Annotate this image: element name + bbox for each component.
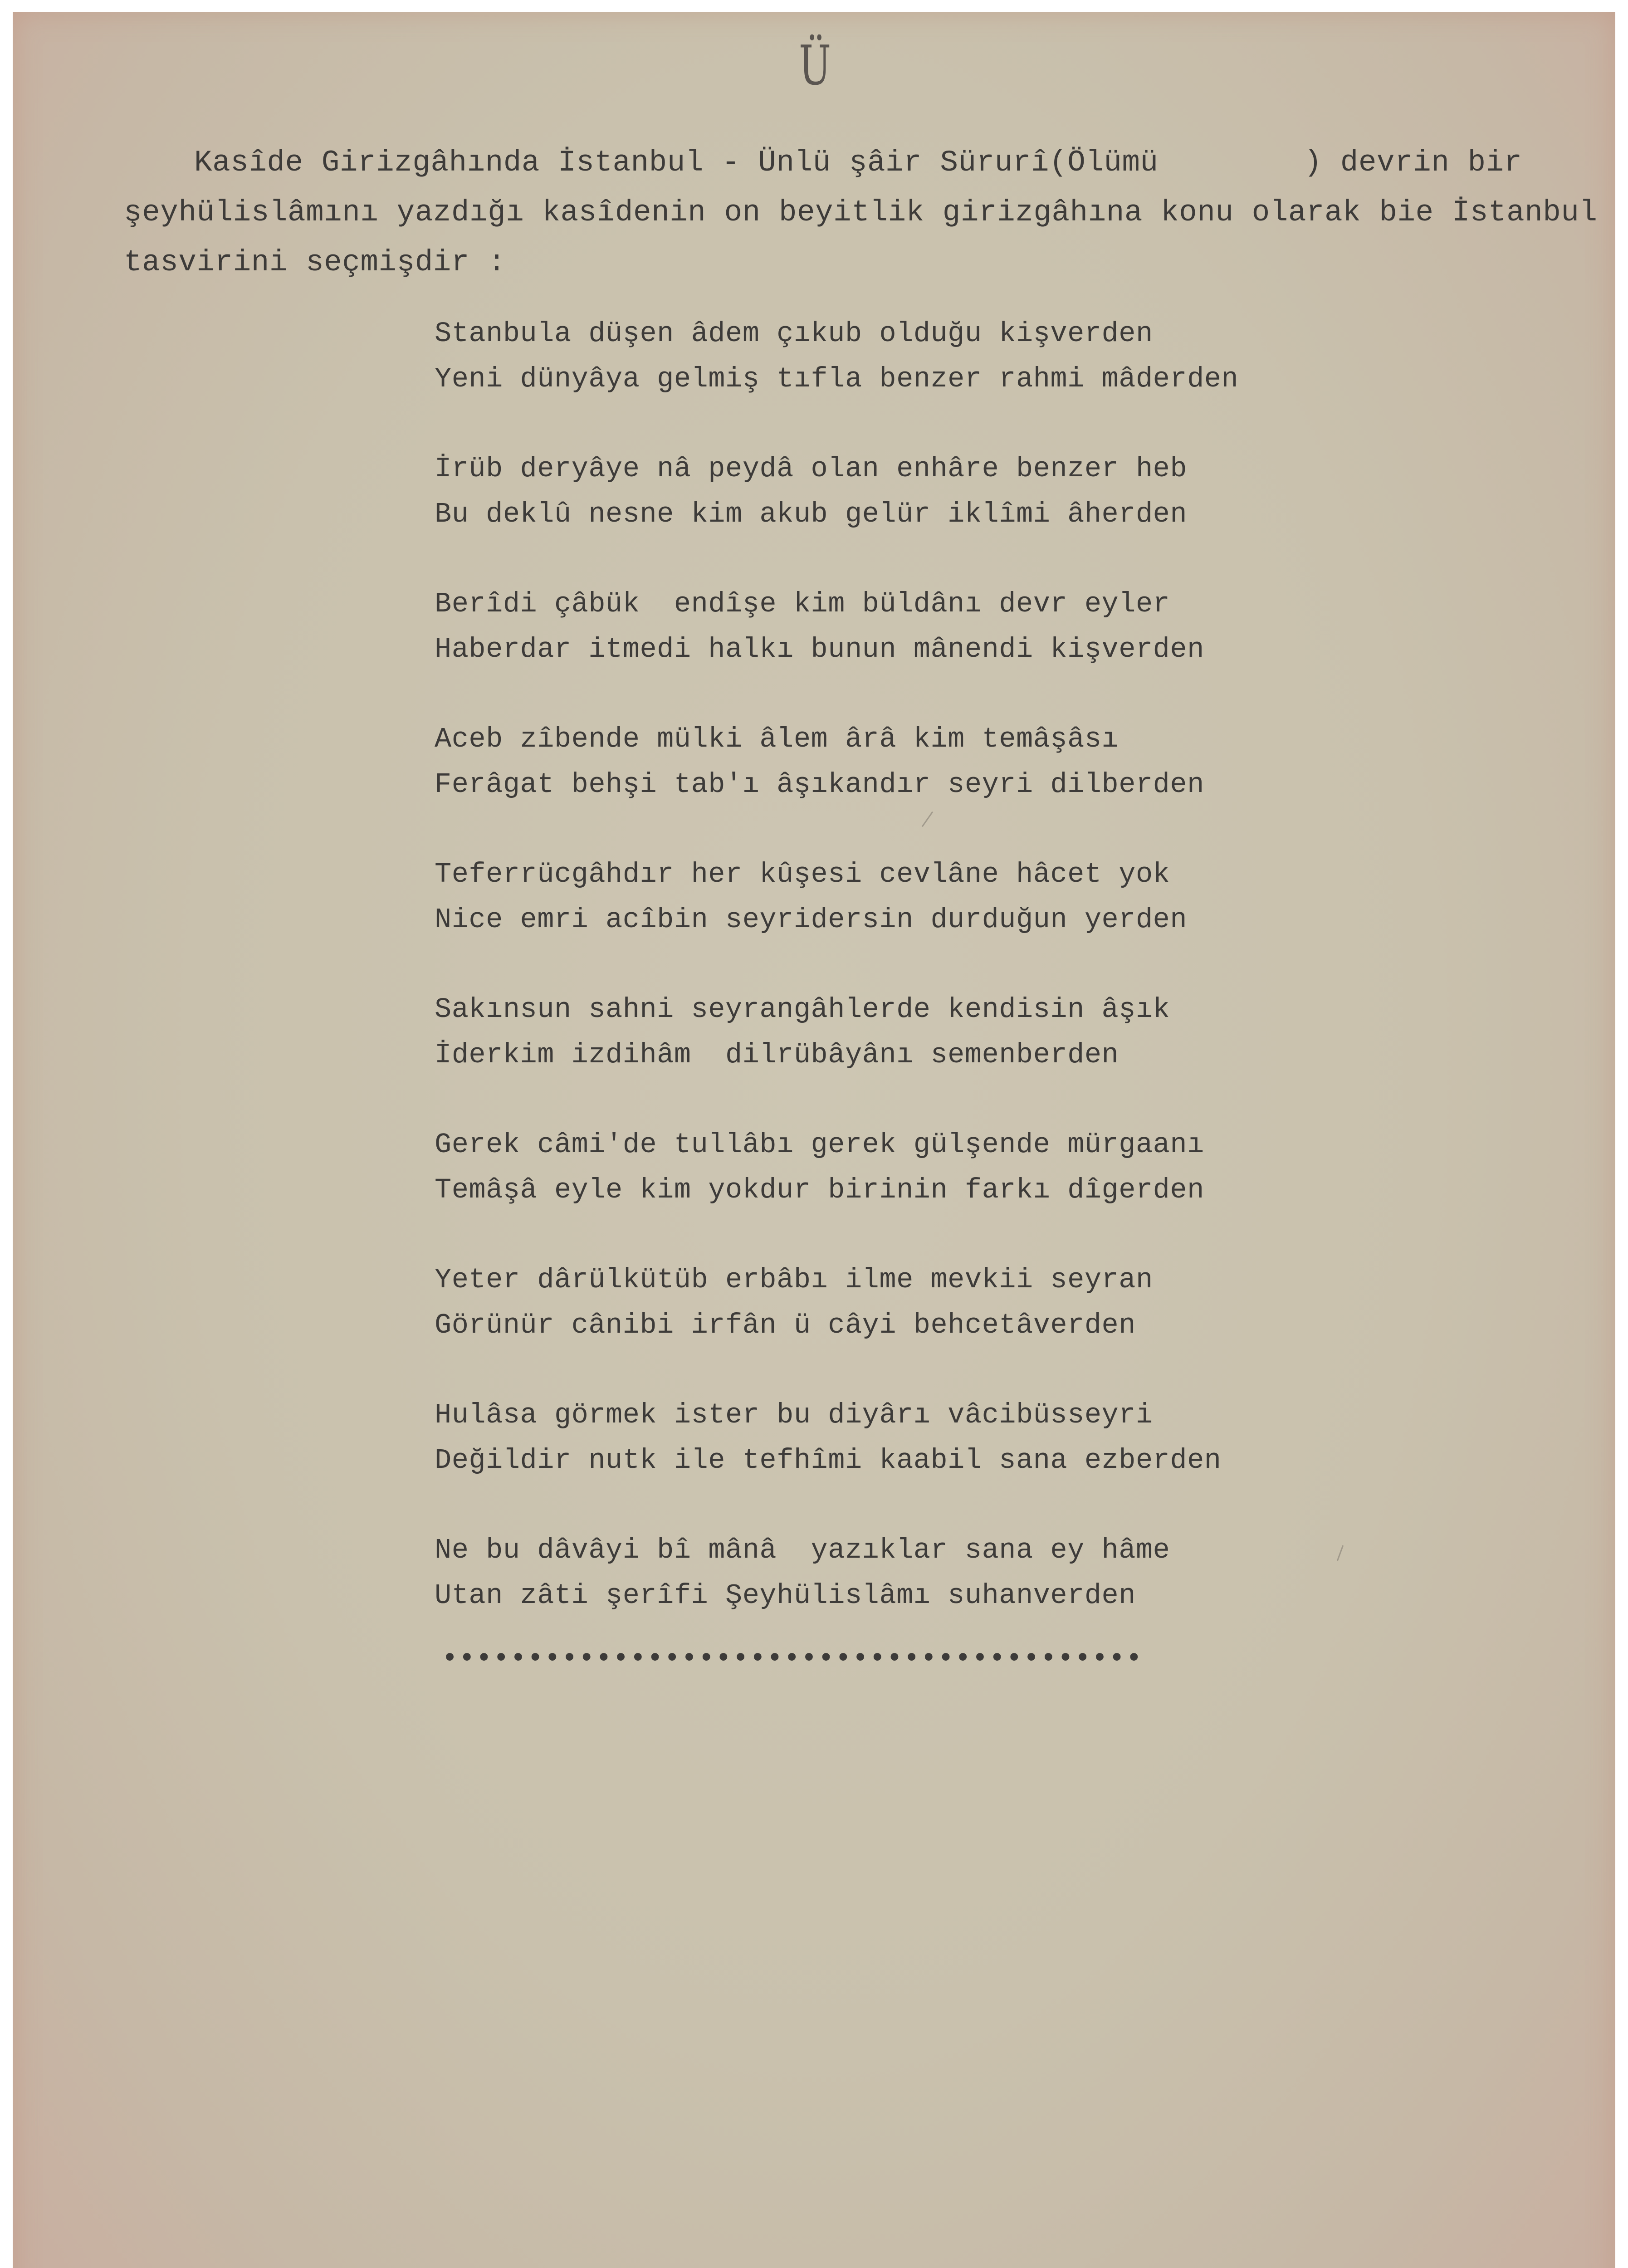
verse-line: Utan zâti şerîfi Şeyhülislâmı suhanverden — [435, 1579, 1136, 1612]
intro-line-2: şeyhülislâmını yazdığı kasîdenin on beyitlik girizgâhına konu olarak bie İstanbul — [124, 196, 1598, 230]
verse-line: Ne bu dâvâyi bî mânâ yazıklar sana ey hâme — [435, 1534, 1170, 1566]
verse-line: İrüb deryâye nâ peydâ olan enhâre benzer heb — [435, 453, 1188, 485]
stanza-3 — [435, 582, 1523, 672]
verse-line: Bu deklû nesne kim akub gelür iklîmi âherden — [435, 498, 1188, 530]
stanza-9 — [435, 1393, 1523, 1483]
stanza-5 — [435, 852, 1523, 943]
intro-line-3: tasvirini seçmişdir : — [124, 245, 506, 279]
verse-line: Aceb zîbende mülki âlem ârâ kim temâşâsı — [435, 723, 1119, 755]
verse-line: Nice emri acîbin seyridersin durduğun yerden — [435, 904, 1188, 936]
verse-line: Yeter dârülkütüb erbâbı ilme mevkii seyran — [435, 1264, 1153, 1296]
stanza-8 — [435, 1257, 1523, 1348]
verse-line: Ferâgat behşi tab'ı âşıkandır seyri dilberden — [435, 768, 1204, 801]
stanza-4 — [435, 717, 1523, 807]
verse-line: Berîdi çâbük endîşe kim büldânı devr eyler — [435, 588, 1170, 620]
verse-line: İderkim izdihâm dilrübâyânı semenberden — [435, 1039, 1119, 1071]
verse-line: Gerek câmi'de tullâbı gerek gülşende mürgaanı — [435, 1129, 1204, 1161]
intro-line-1: Kasîde Girizgâhında İstanbul - Ünlü şâir Sürurî(Ölümü ) devrin bir — [194, 146, 1522, 180]
verse-line: Yeni dünyâya gelmiş tıfla benzer rahmi mâderden — [435, 363, 1239, 395]
stanza-1 — [435, 311, 1523, 402]
poem-stanzas — [435, 311, 1523, 1663]
verse-line: Temâşâ eyle kim yokdur birinin farkı dîgerden — [435, 1174, 1204, 1206]
verse-line: Teferrücgâhdır her kûşesi cevlâne hâcet yok — [435, 858, 1170, 890]
verse-line: Haberdar itmedi halkı bunun mânendi kişverden — [435, 633, 1204, 665]
verse-line: Hulâsa görmek ister bu diyârı vâcibüsseyri — [435, 1399, 1153, 1431]
handwritten-mark: Ü — [799, 34, 831, 98]
typewritten-page — [13, 12, 1615, 2268]
stanza-10 — [435, 1528, 1523, 1618]
closing-dot-line: ••••••••••••••••••••••••••••••••••••••••• — [441, 1642, 1143, 1675]
stanza-7 — [435, 1122, 1523, 1213]
verse-line: Değildir nutk ile tefhîmi kaabil sana ezberden — [435, 1444, 1222, 1476]
stanza-2 — [435, 446, 1523, 537]
verse-line: Stanbula düşen âdem çıkub olduğu kişverden — [435, 318, 1153, 350]
stanza-6 — [435, 987, 1523, 1078]
verse-line: Görünür cânibi irfân ü câyi behcetâverden — [435, 1309, 1136, 1341]
verse-line: Sakınsun sahni seyrangâhlerde kendisin âşık — [435, 993, 1170, 1026]
